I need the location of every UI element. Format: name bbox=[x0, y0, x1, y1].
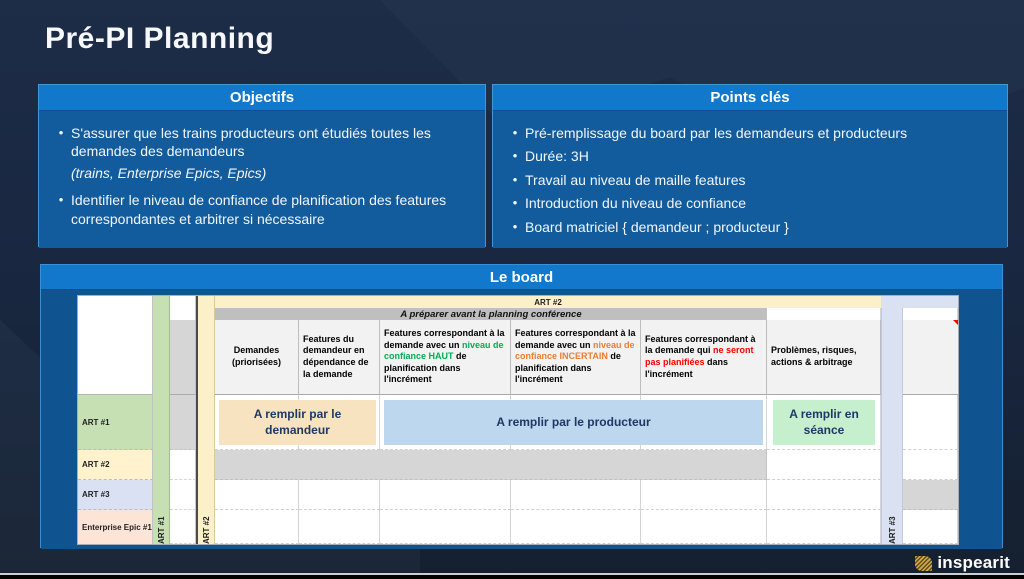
objectifs-bullet-1 bbox=[51, 124, 473, 161]
points-cles-title: Points clés bbox=[710, 89, 790, 106]
art1-content-cell bbox=[170, 480, 196, 510]
points-cles-body bbox=[493, 111, 1007, 248]
art1-content-cell-blocked bbox=[170, 395, 196, 450]
cell bbox=[215, 480, 299, 510]
cell bbox=[903, 510, 958, 544]
overlay-remplir-producteur: A remplir par le producteur bbox=[384, 400, 763, 445]
points-cles-header bbox=[493, 85, 1007, 111]
column-strip-art3 bbox=[881, 308, 903, 544]
bullet-icon: • bbox=[58, 125, 64, 140]
header-confiance-haut: Features correspondant à la demande avec un niveau de confiance HAUT de planification dans l'incrément bbox=[380, 320, 511, 395]
header-dependance: Features du demandeur en dépendance de la demande bbox=[299, 320, 380, 395]
header-non-planifiees: Features correspondant à la demande qui ne seront pas planifiées dans l'incrément bbox=[641, 320, 767, 395]
points-cles-bullet: • Introduction du niveau de confiance bbox=[505, 194, 995, 212]
points-cles-bullet: • Pré-remplissage du board par les demandeurs et producteurs bbox=[505, 124, 995, 142]
inspearit-logo-text: inspearit bbox=[937, 553, 1010, 572]
art3-content-header-cell bbox=[903, 320, 958, 395]
blocked-cells-art2-row bbox=[215, 450, 767, 480]
cell bbox=[903, 450, 958, 480]
cell bbox=[380, 510, 511, 544]
bullet-icon: • bbox=[512, 218, 518, 234]
art2-top-band: ART #2 bbox=[215, 296, 881, 308]
objectifs-bullet-1-note: (trains, Enterprise Epics, Epics) bbox=[71, 164, 267, 181]
header-confiance-incertain: Features correspondant à la demande avec un niveau de confiance INCERTAIN de planification dans l'incrément bbox=[511, 320, 641, 395]
objectifs-body bbox=[39, 111, 485, 248]
header-problemes: Problèmes, risques, actions & arbitrage bbox=[767, 320, 881, 395]
cell bbox=[299, 510, 380, 544]
strip-art2-label: ART #2 bbox=[201, 516, 211, 544]
objectifs-header bbox=[39, 85, 485, 111]
board-header bbox=[41, 265, 1002, 290]
inspearit-logo bbox=[915, 553, 1010, 573]
cell bbox=[641, 480, 767, 510]
strip-art3-label: ART #3 bbox=[887, 516, 897, 544]
objectifs-title: Objectifs bbox=[229, 89, 295, 106]
strip-art1-label: ART #1 bbox=[156, 516, 166, 544]
row-label-art1: ART #1 bbox=[78, 395, 153, 450]
header-demandes: Demandes (priorisées) bbox=[215, 320, 299, 395]
cell bbox=[767, 510, 881, 544]
confiance-haut-highlight: niveau de confiance HAUT bbox=[384, 339, 504, 362]
bullet-icon: • bbox=[512, 148, 518, 164]
points-cles-bullet: • Travail au niveau de maille features bbox=[505, 171, 995, 189]
row-label-art2: ART #2 bbox=[78, 450, 153, 480]
cell bbox=[299, 480, 380, 510]
cell bbox=[380, 480, 511, 510]
prep-row-cell bbox=[903, 308, 958, 320]
board-body bbox=[41, 290, 1002, 549]
cell bbox=[215, 510, 299, 544]
prep-band: A préparer avant la planning conférence bbox=[215, 308, 767, 320]
bullet-icon: • bbox=[58, 192, 64, 208]
column-strip-art2 bbox=[196, 296, 215, 544]
cell bbox=[767, 480, 881, 510]
art1-content-header-cell-blocked bbox=[170, 320, 196, 395]
prep-row-cell bbox=[767, 308, 881, 320]
confiance-incertain-highlight: niveau de confiance INCERTAIN bbox=[515, 339, 635, 362]
page-title: Pré-PI Planning bbox=[45, 22, 275, 55]
cell bbox=[903, 395, 958, 450]
non-planifiees-highlight: ne seront pas planifiées bbox=[645, 345, 754, 367]
bullet-icon: • bbox=[512, 195, 518, 211]
objectifs-bullet-2 bbox=[51, 191, 473, 228]
art3-top-band bbox=[881, 296, 958, 308]
row-label-enterprise-epic: Enterprise Epic #1 bbox=[78, 510, 153, 544]
bullet-icon: • bbox=[512, 125, 518, 140]
points-cles-bullet: • Durée: 3H bbox=[505, 147, 995, 165]
art1-content-cell bbox=[170, 450, 196, 480]
overlay-remplir-demandeur: A remplir par le demandeur bbox=[219, 400, 376, 445]
art1-content-top-cell bbox=[170, 296, 196, 320]
comment-marker-icon bbox=[953, 320, 958, 325]
bullet-icon: • bbox=[512, 171, 518, 187]
column-strip-art1 bbox=[153, 296, 170, 544]
inspearit-leaf-icon bbox=[915, 556, 932, 571]
row-label-art3: ART #3 bbox=[78, 480, 153, 510]
objectifs-bullet-1-text: S'assurer que les trains producteurs ont étudiés toutes les demandes des demandeurs bbox=[71, 125, 431, 160]
board-title: Le board bbox=[489, 268, 554, 286]
objectifs-panel bbox=[38, 84, 486, 247]
cell bbox=[511, 510, 641, 544]
points-cles-panel bbox=[492, 84, 1008, 247]
bottom-edge-bar bbox=[0, 575, 1024, 579]
cell bbox=[767, 450, 881, 480]
overlay-remplir-seance: A remplir en séance bbox=[773, 400, 875, 445]
points-cles-bullet: • Board matriciel { demandeur ; producteur } bbox=[505, 218, 995, 236]
objectifs-bullet-2-text: Identifier le niveau de confiance de planification des features correspondantes et arbitrer si nécessaire bbox=[71, 192, 447, 227]
matrix-corner-cell bbox=[78, 296, 153, 395]
cell bbox=[511, 480, 641, 510]
blocked-cell-art3-row bbox=[903, 480, 958, 510]
cell bbox=[641, 510, 767, 544]
art1-content-cell bbox=[170, 510, 196, 544]
board-matrix-table bbox=[77, 295, 959, 545]
board-panel bbox=[40, 264, 1003, 548]
